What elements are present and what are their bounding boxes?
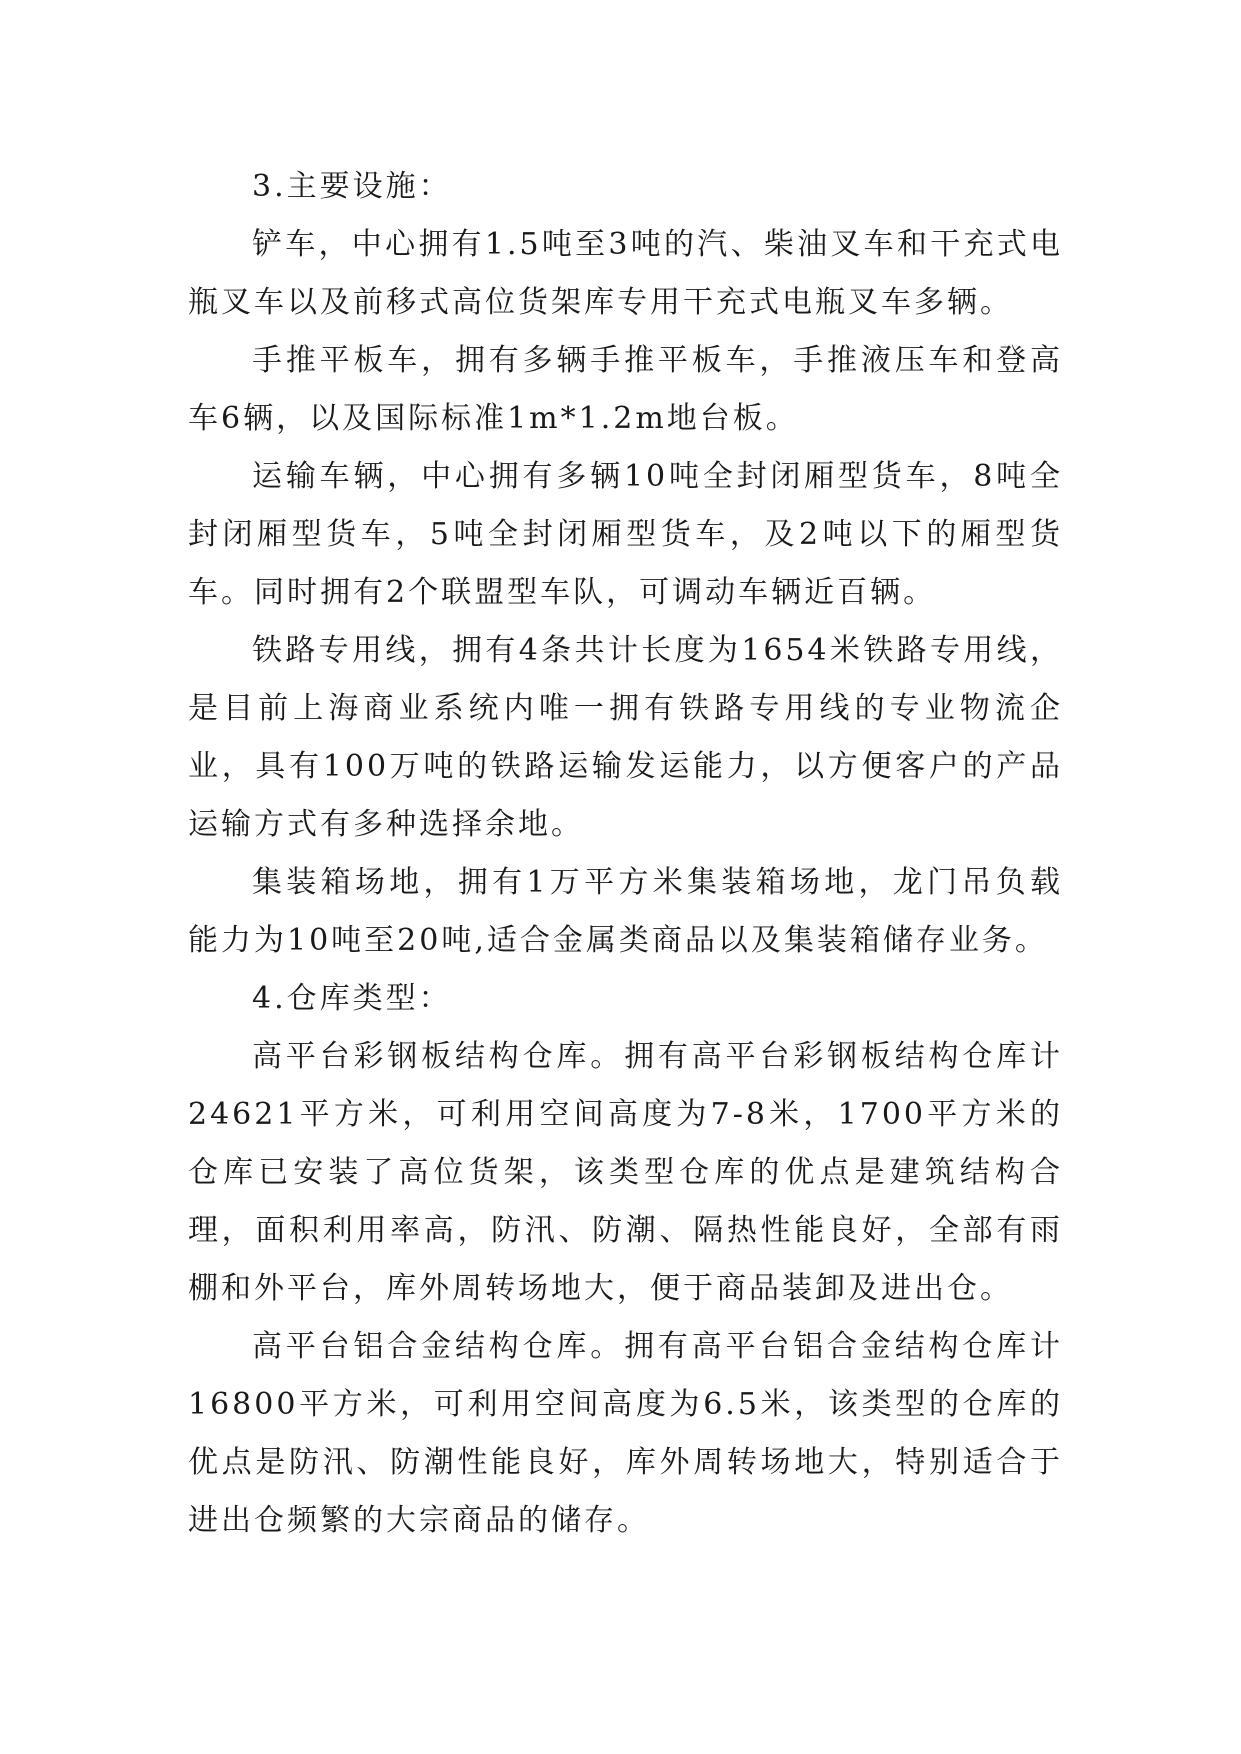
document-body xyxy=(188,158,1063,1550)
paragraph-color-steel-warehouse: 高平台彩钢板结构仓库。拥有高平台彩钢板结构仓库计24621平方米，可利用空间高度为7-8米，1700平方米的仓库已安装了高位货架，该类型仓库的优点是建筑结构合理，面积利用率高，防汛、防潮、隔热性能良好，全部有雨棚和外平台，库外周转场地大，便于商品装卸及进出仓。 xyxy=(188,1039,1063,1306)
paragraph-railway-line: 铁路专用线，拥有4条共计长度为1654米铁路专用线，是目前上海商业系统内唯一拥有铁路专用线的专业物流企业，具有100万吨的铁路运输发运能力，以方便客户的产品运输方式有多种选择余地。 xyxy=(188,633,1063,842)
paragraph-forklifts: 铲车，中心拥有1.5吨至3吨的汽、柴油叉车和干充式电瓶叉车以及前移式高位货架库专用干充式电瓶叉车多辆。 xyxy=(188,227,1063,320)
paragraph-hand-carts: 手推平板车，拥有多辆手推平板车，手推液压车和登高车6辆，以及国际标准1m*1.2m地台板。 xyxy=(188,343,1063,436)
section-heading-facilities: 3.主要设施： xyxy=(252,169,452,204)
paragraph-transport-vehicles: 运输车辆，中心拥有多辆10吨全封闭厢型货车，8吨全封闭厢型货车，5吨全封闭厢型货车，及2吨以下的厢型货车。同时拥有2个联盟型车队，可调动车辆近百辆。 xyxy=(188,459,1063,610)
section-heading-warehouse-types: 4.仓库类型： xyxy=(252,981,452,1016)
paragraph-aluminum-warehouse: 高平台铝合金结构仓库。拥有高平台铝合金结构仓库计16800平方米，可利用空间高度为6.5米，该类型的仓库的优点是防汛、防潮性能良好，库外周转场地大，特别适合于进出仓频繁的大宗商品的储存。 xyxy=(188,1329,1063,1538)
paragraph-container-yard: 集装箱场地，拥有1万平方米集装箱场地，龙门吊负载能力为10吨至20吨,适合金属类商品以及集装箱储存业务。 xyxy=(188,865,1063,958)
